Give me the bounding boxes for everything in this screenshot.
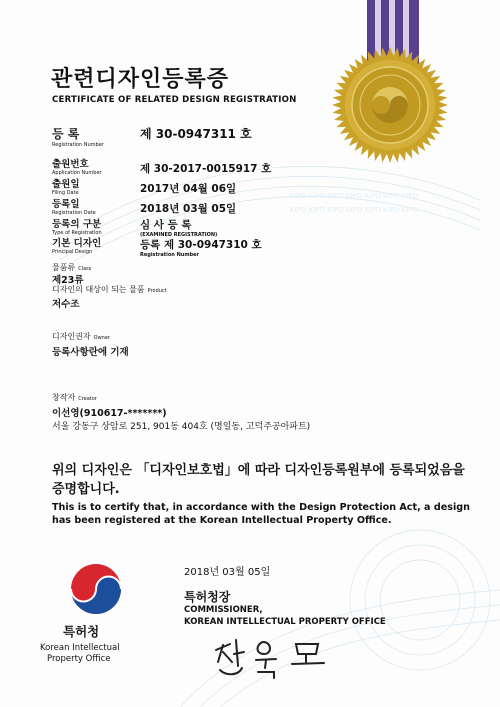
registration-label-en: Registration Number: [52, 142, 104, 148]
creator-address: 서울 강동구 상암로 251, 901동 404호 (명일동, 고덕주공아파트): [52, 422, 311, 432]
field-type-label: [52, 219, 102, 236]
registration-number: 제 30-0947311 호: [140, 127, 252, 141]
creator-name: 이선영(910617-*******): [52, 408, 167, 419]
kipo-name-en-2: Property Office: [47, 654, 111, 664]
field-label-ko: 출원일: [52, 179, 80, 190]
kipo-name-en-1: Korean Intellectual: [40, 643, 120, 653]
registration-type-value: 심 사 등 록: [140, 219, 192, 231]
product-label: [52, 284, 167, 295]
owner-label-ko: 디자인권자: [52, 332, 91, 341]
field-label-en: Registration Date: [52, 210, 96, 216]
svg-text:KIPO KIPO KIPO KIPO KIPO KIPO: KIPO KIPO KIPO KIPO KIPO KIPO KIPO: [290, 192, 419, 200]
kipo-logo-icon: [44, 555, 149, 685]
gold-seal: [330, 45, 450, 165]
commissioner-office-en: KOREAN INTELLECTUAL PROPERTY OFFICE: [184, 617, 386, 627]
creator-label: [52, 392, 97, 403]
registration-label-ko: 등 록: [52, 127, 80, 141]
commissioner-signature: [208, 632, 338, 682]
registration-type: [140, 217, 217, 238]
certificate-title-en: CERTIFICATE OF RELATED DESIGN REGISTRATION: [52, 95, 297, 105]
field-label-en: Principal Design: [52, 249, 93, 255]
principal-design-value: 등록 제 30-0947310 호: [140, 239, 262, 251]
field-label-ko: 등록의 구분: [52, 219, 102, 230]
field-filing-label: [52, 179, 80, 196]
registration-label: [52, 125, 104, 148]
commissioner-title-en: COMMISSIONER,: [184, 605, 263, 615]
application-number: 제 30-2017-0015917 호: [140, 163, 272, 175]
registration-type-sub: (EXAMINED REGISTRATION): [140, 232, 218, 238]
field-label-ko: 출원번호: [52, 159, 89, 170]
class-label-en: Class: [78, 266, 92, 272]
class-value: 제23류: [52, 275, 84, 286]
owner-label: [52, 331, 110, 342]
field-application-label: [52, 159, 102, 176]
product-label-en: Product: [147, 288, 167, 294]
field-label-ko: 등록일: [52, 199, 80, 210]
creator-label-ko: 창작자: [52, 393, 76, 402]
commissioner-title-ko: 특허청장: [184, 590, 231, 604]
certify-statement-en: This is to certify that, in accordance with the Design Protection Act, a design has been registered at the Korean Intellectual Property Office.: [52, 502, 470, 526]
product-value: 저수조: [52, 299, 80, 310]
issue-date: 2018년 03월 05일: [184, 567, 271, 578]
field-label-ko: 기본 디자인: [52, 238, 102, 249]
field-registration-date-label: [52, 199, 96, 216]
filing-date: 2017년 04월 06일: [140, 183, 237, 195]
kipo-name-ko: 특허청: [63, 624, 100, 639]
creator-label-en: Creator: [78, 396, 97, 402]
principal-design: [140, 237, 262, 258]
product-label-ko: 디자인의 대상이 되는 물품: [52, 285, 145, 294]
principal-design-sub: Registration Number: [140, 252, 199, 258]
certificate-title: 관련디자인등록증: [51, 67, 230, 92]
owner-value: 등록사항란에 기재: [52, 347, 129, 358]
class-label-ko: 물품류: [52, 263, 76, 272]
field-principal-label: [52, 238, 101, 255]
svg-text:KIPO KIPO KIPO KIPO KIPO KIPO: KIPO KIPO KIPO KIPO KIPO KIPO KIPO: [290, 206, 419, 214]
certify-statement-ko: 위의 디자인은 「디자인보호법」에 따라 디자인등록원부에 등록되었음을 증명합니다.: [52, 463, 465, 497]
field-label-en: Filing Date: [52, 190, 79, 196]
field-label-en: Application Number: [52, 170, 102, 176]
owner-label-en: Owner: [93, 335, 110, 341]
registration-date: 2018년 03월 05일: [140, 203, 237, 215]
field-label-en: Type of Registration: [52, 230, 102, 236]
